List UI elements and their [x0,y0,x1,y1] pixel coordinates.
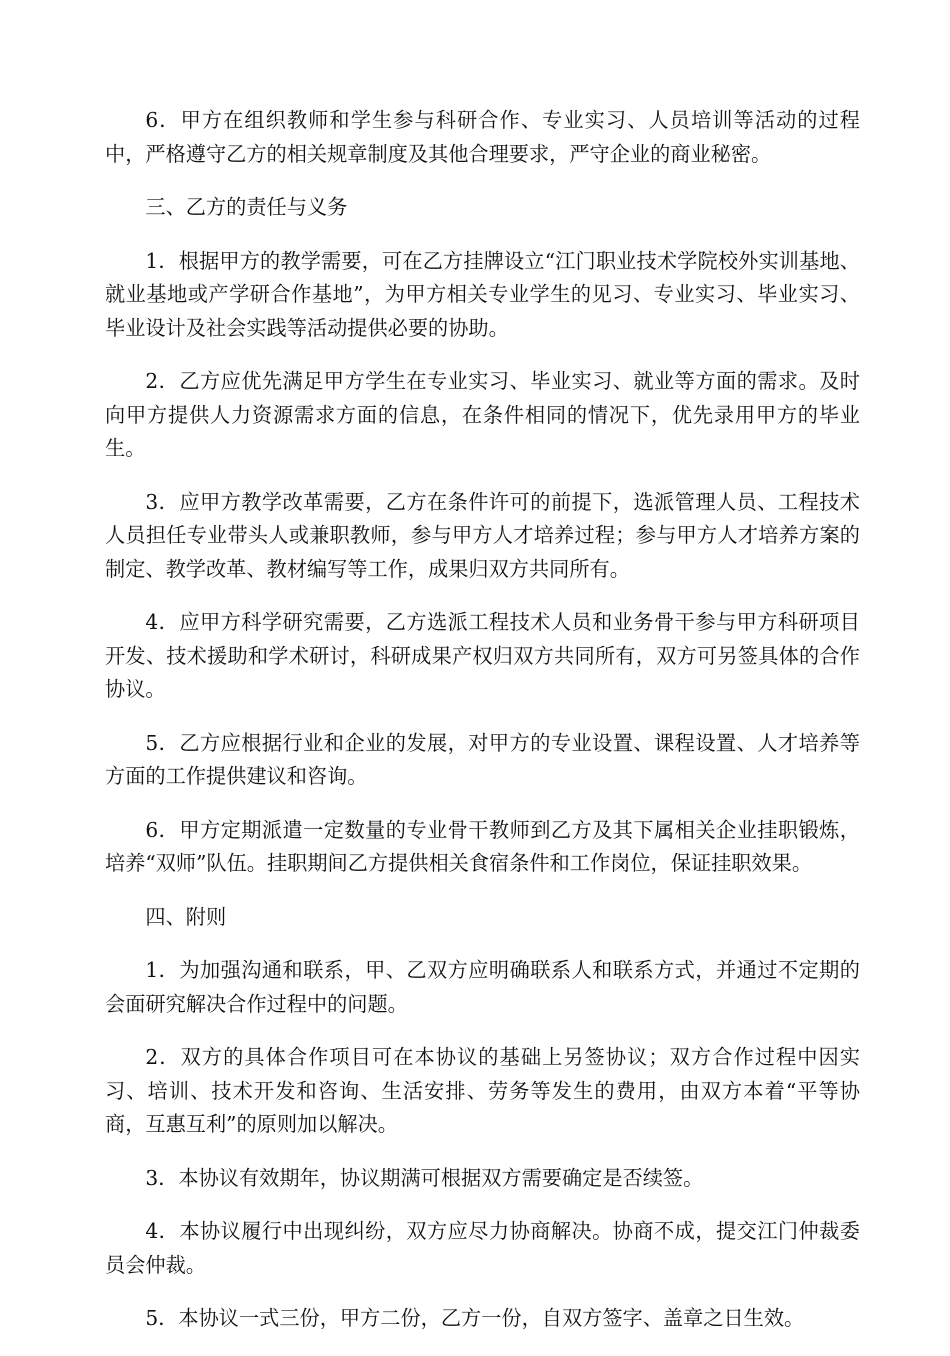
paragraph-b2: 2．乙方应优先满足甲方学生在专业实习、毕业实习、就业等方面的需求。及时向甲方提供人力资源需求方面的信息，在条件相同的情况下，优先录用甲方的毕业生。 [105,369,860,460]
paragraph-c3: 3．本协议有效期年，协议期满可根据双方需要确定是否续签。 [145,1165,704,1190]
section-heading-3: 三、乙方的责任与义务 [145,195,348,219]
paragraph-b4: 4．应甲方科学研究需要，乙方选派工程技术人员和业务骨干参与甲方科研项目开发、技术援助和学术研讨，科研成果产权归双方共同所有，双方可另签具体的合作协议。 [105,610,860,701]
paragraph-a6: 6．甲方在组织教师和学生参与科研合作、专业实习、人员培训等活动的过程中，严格遵守乙方的相关规章制度及其他合理要求，严守企业的商业秘密。 [105,108,860,166]
paragraph-c5: 5．本协议一式三份，甲方二份，乙方一份，自双方签字、盖章之日生效。 [145,1306,805,1330]
paragraph-b5: 5．乙方应根据行业和企业的发展，对甲方的专业设置、课程设置、人才培养等方面的工作提供建议和咨询。 [105,730,860,788]
paragraph-b6: 6．甲方定期派遣一定数量的专业骨干教师到乙方及其下属相关企业挂职锻炼，培养“双师”队伍。挂职期间乙方提供相关食宿条件和工作岗位，保证挂职效果。 [105,817,860,875]
paragraph-c4: 4．本协议履行中出现纠纷，双方应尽力协商解决。协商不成，提交江门仲裁委员会仲裁。 [105,1219,860,1277]
document-body [80,104,860,1356]
paragraph-b3: 3．应甲方教学改革需要，乙方在条件许可的前提下，选派管理人员、工程技术人员担任专业带头人或兼职教师，参与甲方人才培养过程；参与甲方人才培养方案的制定、教学改革、教材编写等工作，成果归双方共同所有。 [105,489,860,581]
paragraph-c1: 1．为加强沟通和联系，甲、乙双方应明确联系人和联系方式，并通过不定期的会面研究解决合作过程中的问题。 [105,958,860,1016]
paragraph-c2: 2．双方的具体合作项目可在本协议的基础上另签协议；双方合作过程中因实习、培训、技术开发和咨询、生活安排、劳务等发生的费用，由双方本着“平等协商，互惠互利”的原则加以解决。 [105,1045,860,1136]
section-heading-4: 四、附则 [145,904,227,929]
paragraph-b1: 1．根据甲方的教学需要，可在乙方挂牌设立“江门职业技术学院校外实训基地、就业基地或产学研合作基地”，为甲方相关专业学生的见习、专业实习、毕业实习、毕业设计及社会实践等活动提供必要的协助。 [105,248,860,340]
